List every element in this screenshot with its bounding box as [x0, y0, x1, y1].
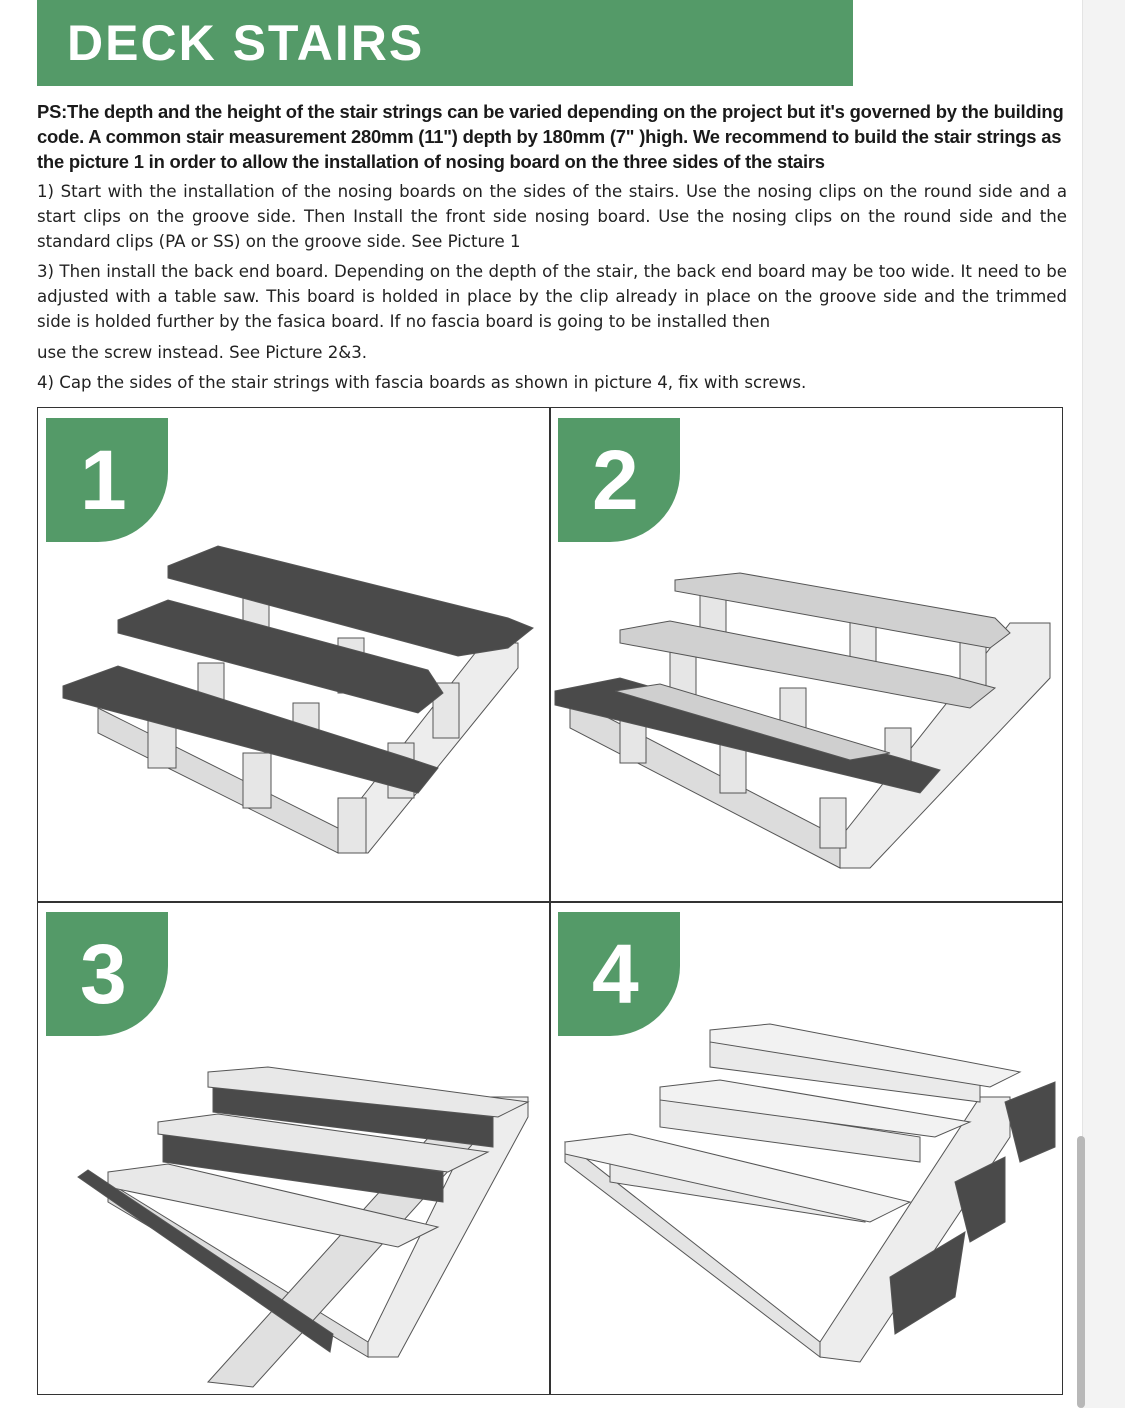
scrollbar-thumb[interactable]	[1077, 1136, 1085, 1408]
picture-number-badge: 4	[558, 912, 680, 1036]
picture-number-badge: 1	[46, 418, 168, 542]
picture-2-panel	[550, 408, 1062, 901]
instruction-step-3: 3) Then install the back end board. Depending on the depth of the stair, the back end board may be too wide. It need to be adjusted with a table saw. This board is holded in place by the clip already in place on the groove side and the trimmed side is holded further by the fasica board. If no fascia board is going to be installed then	[37, 262, 1067, 331]
instruction-step-4: 4) Cap the sides of the stair strings with fascia boards as shown in picture 4, fix with screws.	[37, 373, 807, 392]
page-title: DECK STAIRS	[67, 15, 425, 71]
ps-note: PS:The depth and the height of the stair strings can be varied depending on the project but it's governed by the building code. A common stair measurement 280mm (11") depth by 180mm (7" )high. We recommend to build the stair strings as the picture 1 in order to allow the installation of nosing board on the three sides of the stairs	[37, 101, 1064, 172]
instruction-step-1: 1) Start with the installation of the nosing boards on the sides of the stairs. Use the nosing clips on the round side and a start clips on the groove side. Then Install the front side nosing board. Use the nosing clips on the round side and the standard clips (PA or SS) on the groove side. See Picture 1	[37, 182, 1067, 251]
instruction-step-3-continued: use the screw instead. See Picture 2&3.	[37, 343, 368, 362]
title-banner	[37, 0, 853, 86]
picture-grid	[37, 407, 1063, 1395]
picture-1-panel	[38, 408, 550, 901]
picture-number-badge: 2	[558, 418, 680, 542]
picture-4-panel	[550, 902, 1062, 1395]
picture-number-badge: 3	[46, 912, 168, 1036]
page-margin	[1082, 0, 1125, 1408]
picture-3-panel	[38, 902, 550, 1395]
